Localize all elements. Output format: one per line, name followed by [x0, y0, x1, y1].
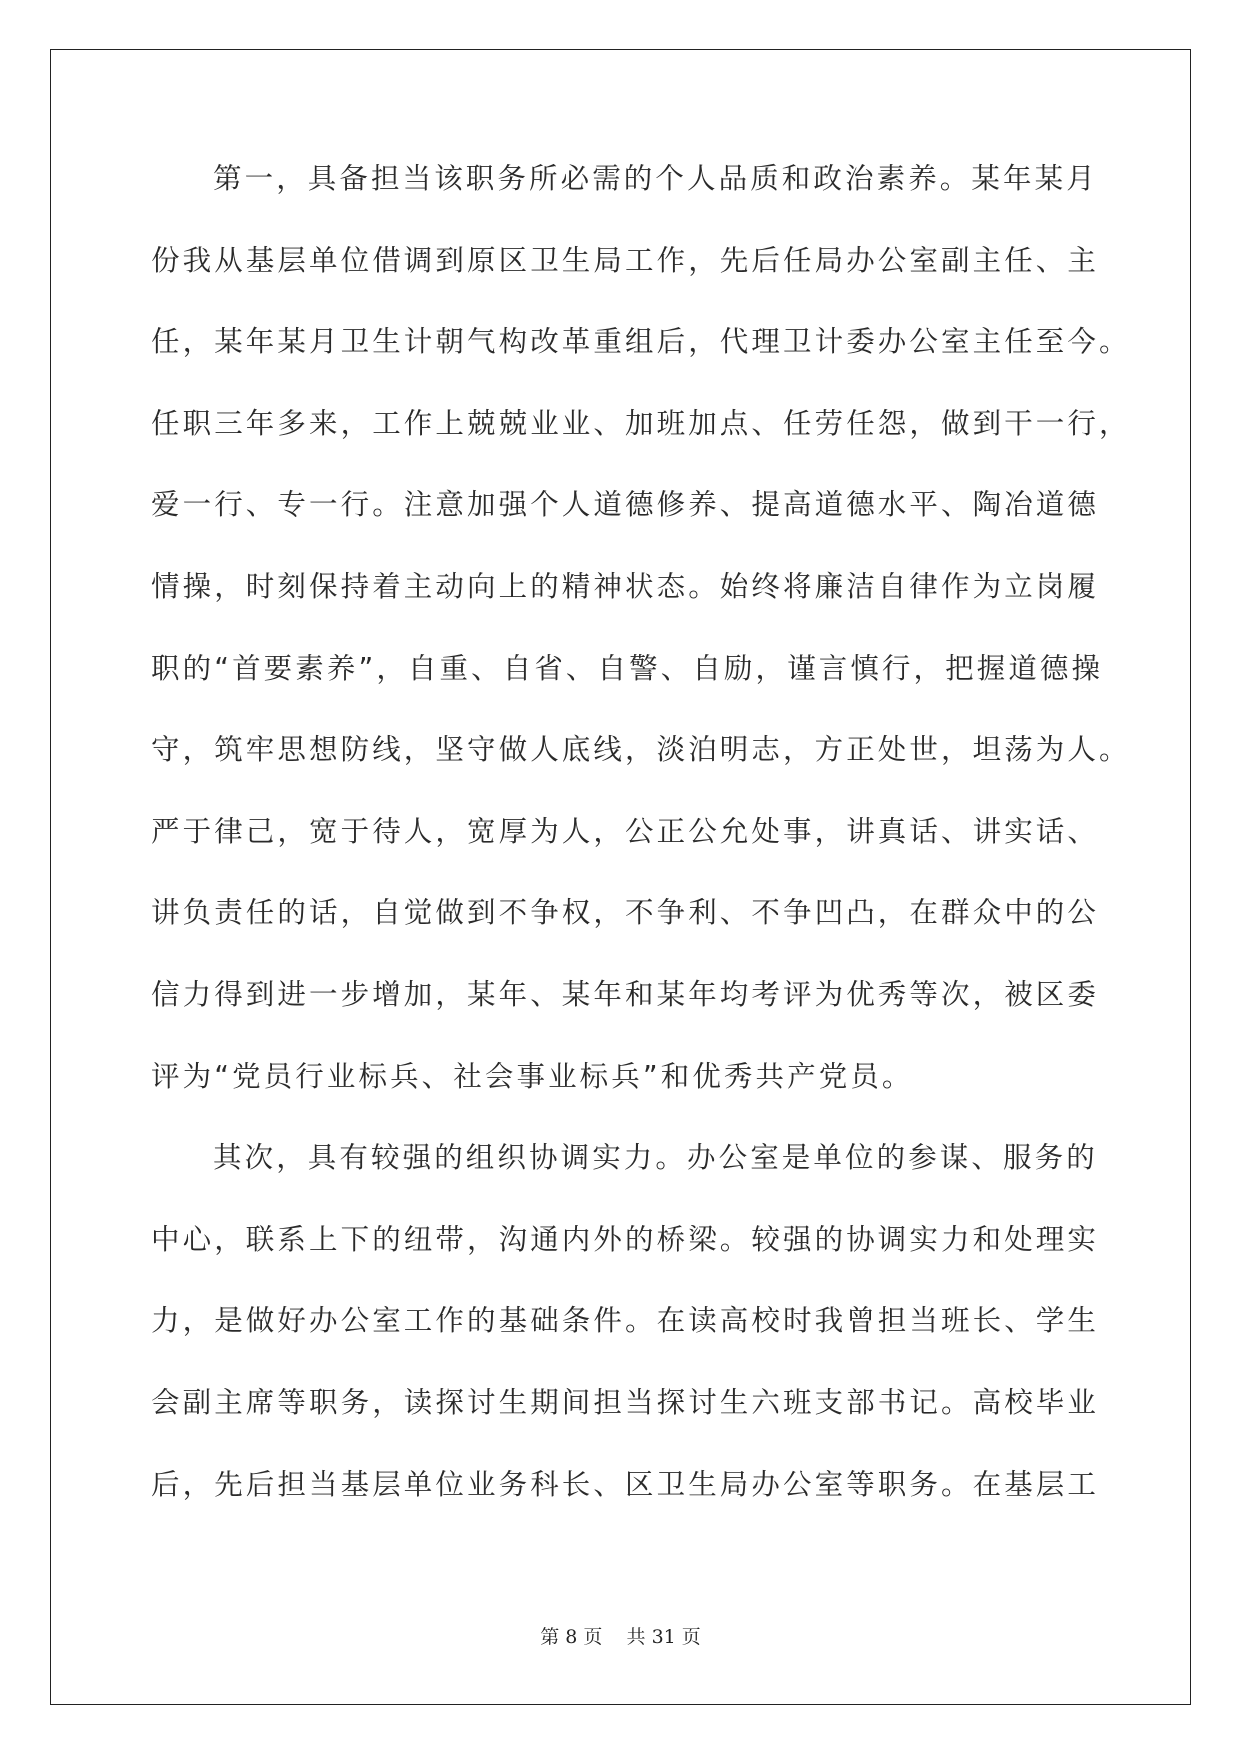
text-line: 任职三年多来，工作上兢兢业业、加班加点、任劳任怨，做到干一行，	[151, 406, 1131, 440]
text-line: 守，筑牢思想防线，坚守做人底线，淡泊明志，方正处世，坦荡为人。	[151, 733, 1131, 767]
text-line: 信力得到进一步增加，某年、某年和某年均考评为优秀等次，被区委	[151, 977, 1100, 1011]
paragraph-1	[151, 160, 1131, 1139]
page-number-footer: 第 8 页 共 31 页	[540, 1626, 701, 1648]
document-body	[151, 160, 1131, 1547]
text-line: 中心，联系上下的纽带，沟通内外的桥梁。较强的协调实力和处理实	[151, 1222, 1100, 1256]
text-line: 爱一行、专一行。注意加强个人道德修养、提高道德水平、陶冶道德	[151, 488, 1100, 522]
text-line: 讲负责任的话，自觉做到不争权，不争利、不争凹凸，在群众中的公	[151, 896, 1100, 930]
text-line: 会副主席等职务，读探讨生期间担当探讨生六班支部书记。高校毕业	[151, 1385, 1100, 1419]
text-line: 情操，时刻保持着主动向上的精神状态。始终将廉洁自律作为立岗履	[151, 569, 1100, 603]
text-line: 评为“党员行业标兵、社会事业标兵”和优秀共产党员。	[151, 1059, 914, 1093]
paragraph-2	[151, 1139, 1100, 1547]
text-line: 后，先后担当基层单位业务科长、区卫生局办公室等职务。在基层工	[151, 1467, 1100, 1501]
text-line: 严于律己，宽于待人，宽厚为人，公正公允处事，讲真话、讲实话、	[151, 814, 1100, 848]
text-line: 份我从基层单位借调到原区卫生局工作，先后任局办公室副主任、主	[151, 243, 1100, 277]
text-line: 第一，具备担当该职务所必需的个人品质和政治素养。某年某月	[213, 162, 1098, 195]
text-line: 其次，具有较强的组织协调实力。办公室是单位的参谋、服务的	[213, 1141, 1098, 1175]
text-line: 任，某年某月卫生计朝气构改革重组后，代理卫计委办公室主任至今。	[151, 325, 1131, 359]
text-line: 职的“首要素养”，自重、自省、自警、自励，谨言慎行，把握道德操	[151, 651, 1104, 685]
text-line: 力，是做好办公室工作的基础条件。在读高校时我曾担当班长、学生	[151, 1304, 1100, 1338]
